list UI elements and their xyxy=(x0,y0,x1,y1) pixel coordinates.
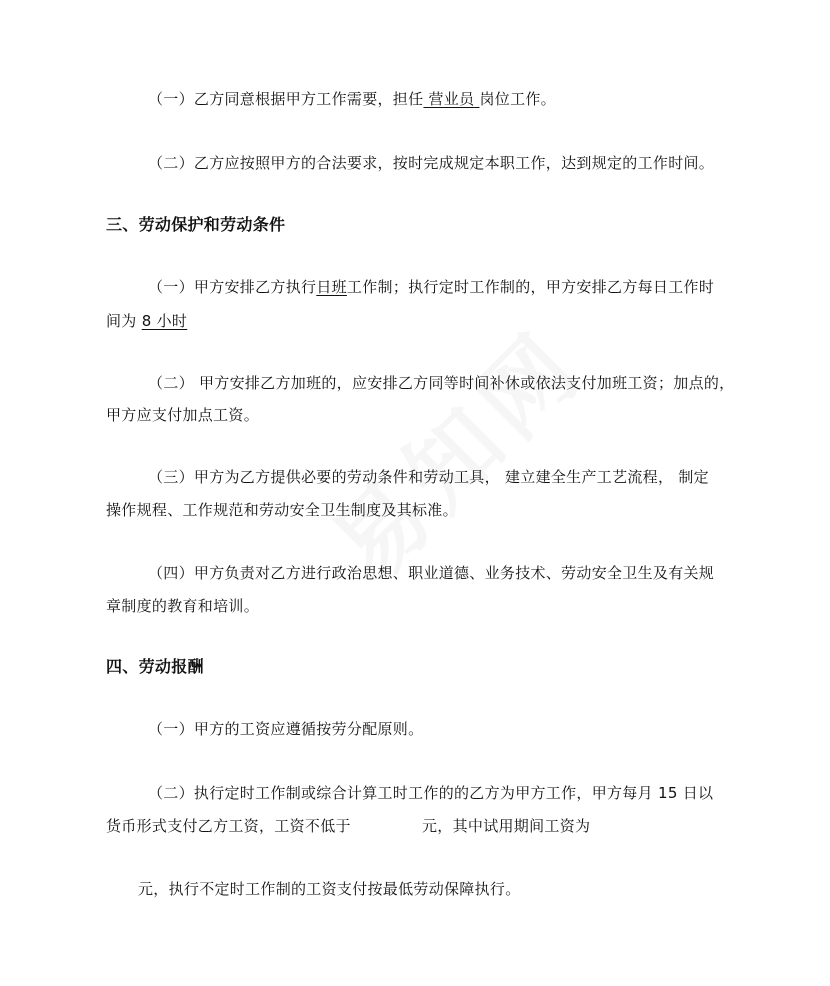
duty-paragraph: （二）乙方应按照甲方的合法要求，按时完成规定本职工作，达到规定的工作时间。 xyxy=(148,154,715,172)
shift-paragraph-line2 xyxy=(106,311,187,331)
wage-paragraph-line1: （二）执行定时工作制或综合计算工时工作的的乙方为甲方工作，甲方每月 15 日以 xyxy=(148,784,714,802)
training-paragraph-line1: （四）甲方负责对乙方进行政治思想、职业道德、业务技术、劳动安全卫生及有关规 xyxy=(148,564,715,582)
wage-paragraph-line3: 元，执行不定时工作制的工资支付按最低劳动保障执行。 xyxy=(138,880,521,898)
role-value: 营业员 xyxy=(428,90,475,108)
wage-paragraph-line2a: 货币形式支付乙方工资，工资不低于 xyxy=(106,817,351,835)
distribution-paragraph: （一）甲方的工资应遵循按劳分配原则。 xyxy=(148,720,424,738)
shift-prefix: （一）甲方安排乙方执行 xyxy=(148,278,317,296)
training-paragraph-line2: 章制度的教育和培训。 xyxy=(106,597,260,615)
watermark xyxy=(298,296,608,606)
overtime-paragraph-line1: （二） 甲方安排乙方加班的，应安排乙方同等时间补休或依法支付加班工资；加点的， xyxy=(148,374,735,392)
wage-paragraph-line2b: 元，其中试用期间工资为 xyxy=(422,817,591,835)
role-paragraph-prefix: （一）乙方同意根据甲方工作需要，担任 xyxy=(148,90,424,108)
section-heading-labor-protection: 三、劳动保护和劳动条件 xyxy=(106,215,286,234)
shift-value: 日班 xyxy=(316,278,347,296)
shift-suffix: 工作制；执行定时工作制的，甲方安排乙方每日工作时 xyxy=(346,278,715,296)
hours-prefix: 间为 xyxy=(106,312,137,330)
shift-paragraph-line1 xyxy=(148,277,714,297)
conditions-paragraph-line2: 操作规程、工作规范和劳动安全卫生制度及其标准。 xyxy=(106,501,458,519)
role-paragraph xyxy=(148,89,556,109)
overtime-paragraph-line2: 甲方应支付加点工资。 xyxy=(106,406,260,424)
section-heading-remuneration: 四、劳动报酬 xyxy=(106,657,204,676)
hours-value: 8 小时 xyxy=(141,312,188,330)
role-paragraph-suffix: 岗位工作。 xyxy=(479,90,556,108)
conditions-paragraph-line1: （三）甲方为乙方提供必要的劳动条件和劳动工具， 建立建全生产工艺流程， 制定 xyxy=(148,468,709,486)
